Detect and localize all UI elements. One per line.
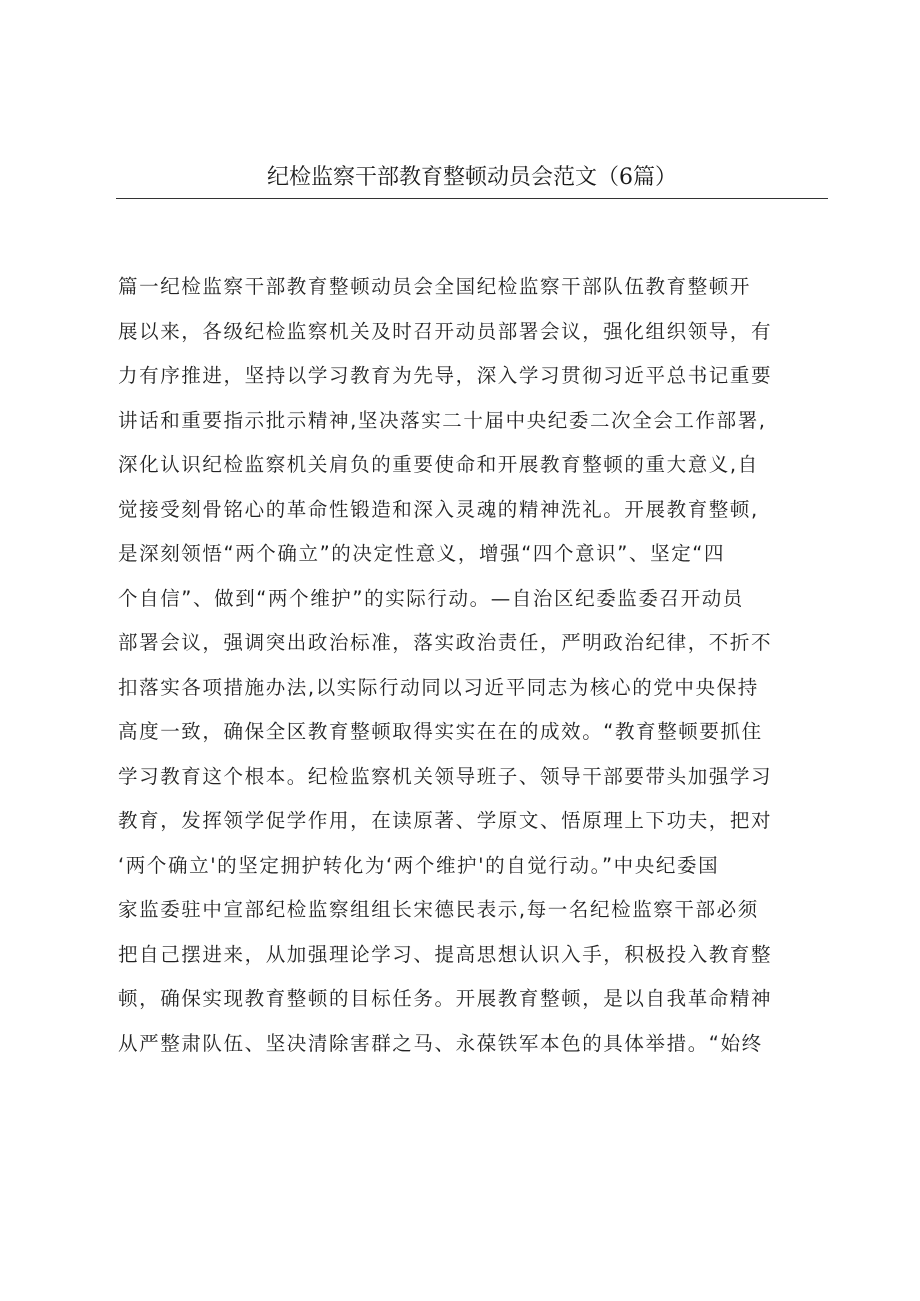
text-line: 扣落实各项措施办法,以实际行动同以习近平同志为核心的党中央保持 [118,675,759,699]
text-line: 展以来，各级纪检监察机关及时召开动员部署会议，强化组织领导，有 [118,319,773,343]
document-title: 纪检监察干部教育整顿动员会范文（6篇） [267,165,677,190]
body-paragraph [118,265,830,1066]
text-line: 觉接受刻骨铭心的革命性锻造和深入灵魂的精神洗礼。开展教育整顿, [118,497,759,521]
text-line: 是深刻领悟“两个确立”的决定性意义，增强“四个意识”、坚定“四 [118,542,726,565]
text-line: 从严整肃队伍、坚决清除害群之马、永葆铁军本色的具体举措。“始终 [118,1031,763,1055]
text-line: ‘两个确立'的坚定拥护转化为‘两个维护'的自觉行动。”中央纪委国 [118,853,720,877]
text-line: 教育，发挥领学促学作用，在读原著、学原文、悟原理上下功夫，把对 [118,809,773,832]
text-line: 家监委驻中宣部纪检监察组组长宋德民表示,每一名纪检监察干部必须 [118,898,759,921]
text-line: 力有序推进，坚持以学习教育为先导，深入学习贯彻习近平总书记重要 [118,364,773,387]
title-underline [116,198,828,199]
text-line: 个自信”、做到“两个维护”的实际行动。—自治区纪委监委召开动员 [118,586,744,610]
text-line: 部署会议，强调突出政治标准，落实政治责任，严明政治纪律，不折不 [118,631,773,654]
text-line: 深化认识纪检监察机关肩负的重要使命和开展教育整顿的重大意义,自 [118,453,759,476]
text-line: 高度一致，确保全区教育整顿取得实实在在的成效。“教育整顿要抓住 [118,720,763,743]
text-line: 顿，确保实现教育整顿的目标任务。开展教育整顿，是以自我革命精神 [118,987,773,1010]
text-line: 讲话和重要指示批示精神,坚决落实二十届中央纪委二次全会工作部署, [118,408,767,432]
text-line: 篇一纪检监察干部教育整顿动员会全国纪检监察干部队伍教育整顿开 [118,275,752,298]
text-line: 把自己摆进来，从加强理论学习、提高思想认识入手，积极投入教育整 [118,942,773,966]
text-line: 学习教育这个根本。纪检监察机关领导班子、领导干部要带头加强学习 [118,764,773,788]
